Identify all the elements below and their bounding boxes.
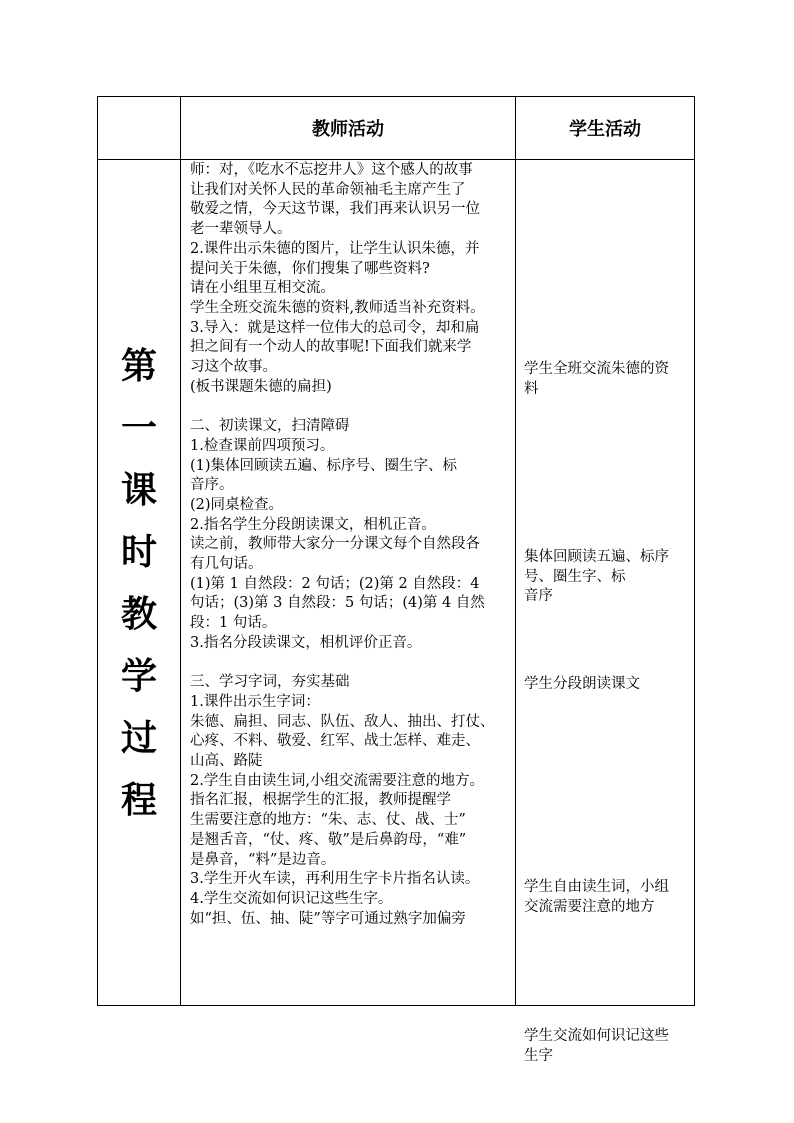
teacher-text-line: 读之前，教师带大家分一分课文每个自然段各 xyxy=(190,536,480,553)
teacher-text-line: 让我们对关怀人民的革命领袖毛主席产生了 xyxy=(190,181,466,198)
student-note-line: 学生全班交流朱德的资 xyxy=(524,361,669,377)
teacher-text-line: 心疼、不料、敬爱、红军、战士怎样、难走、 xyxy=(190,733,480,750)
student-note xyxy=(524,675,640,695)
corner-cell xyxy=(98,97,181,160)
teacher-text-line: 1.课件出示生字词： xyxy=(190,693,320,710)
teacher-text-line: 敬爱之情，今天这节课，我们再来认识另一位 xyxy=(190,201,480,218)
student-note xyxy=(524,360,669,399)
teacher-text-line: 老一辈领导人。 xyxy=(190,221,292,238)
side-label-char: 学 xyxy=(120,654,157,697)
student-note xyxy=(524,548,669,607)
teacher-text-line: 担之间有一个动人的故事呢!下面我们就来学 xyxy=(190,339,472,356)
teacher-text-line: 三、学习字词，夯实基础 xyxy=(190,674,350,691)
teacher-text-line: 山高、路陡 xyxy=(190,753,263,770)
teacher-text-line: 1.检查课前四项预习。 xyxy=(190,437,335,454)
side-label-char: 时 xyxy=(120,530,157,573)
teacher-text-line: 是翘舌音，“仗、疼、敬”是后鼻韵母，“难” xyxy=(190,831,467,848)
teacher-text-line: 2.学生自由读生词,小组交流需要注意的地方。 xyxy=(190,772,484,789)
teacher-text-line xyxy=(181,654,515,674)
side-label-char: 程 xyxy=(120,778,157,821)
side-label xyxy=(119,335,159,831)
teacher-activity-cell xyxy=(181,160,516,1006)
teacher-text-line: 段：1 句话。 xyxy=(190,615,277,632)
side-label-char: 教 xyxy=(120,592,157,635)
student-note-line: 学生自由读生词，小组 xyxy=(524,879,669,895)
header-row xyxy=(98,97,695,160)
teacher-text-line: 提问关于朱德，你们搜集了哪些资料? xyxy=(190,260,430,277)
teacher-text-line: 朱德、扁担、同志、队伍、敌人、抽出、打仗、 xyxy=(190,713,495,730)
student-note xyxy=(524,878,669,917)
teacher-text-line: 有几句话。 xyxy=(190,556,263,573)
side-label-char: 一 xyxy=(120,406,157,449)
teacher-text-line: 4.学生交流如何识记这些生字。 xyxy=(190,890,393,907)
teacher-text-line: 句话；(3)第 3 自然段：5 句话；(4)第 4 自然 xyxy=(190,595,485,612)
teacher-text-line: (1)第 1 自然段：2 句话；(2)第 2 自然段：4 xyxy=(190,575,480,592)
student-note-line: 料 xyxy=(524,380,539,397)
teacher-text-line: 指名汇报，根据学生的汇报，教师提醒学 xyxy=(190,792,451,809)
teacher-text-line: 是鼻音，“料”是边音。 xyxy=(190,851,336,868)
teacher-text-line: 习这个故事。 xyxy=(190,359,277,376)
teacher-text-line: 2.课件出示朱德的图片，让学生认识朱德，并 xyxy=(190,240,480,257)
teacher-text-line: (板书课题朱德的扁担) xyxy=(190,378,332,395)
body-row xyxy=(98,160,695,1006)
teacher-text-line: 2.指名学生分段朗读课文，相机正音。 xyxy=(190,516,436,533)
teacher-text-line: (1)集体回顾读五遍、标序号、圈生字、标 xyxy=(190,457,458,474)
side-label-char: 过 xyxy=(120,716,157,759)
teacher-text-line: 如“担、伍、抽、陡”等字可通过熟字加偏旁 xyxy=(190,910,466,927)
teacher-text-line: 师：对，《吃水不忘挖井人》这个感人的故事 xyxy=(190,162,473,178)
student-note-line: 音序 xyxy=(524,588,553,605)
teacher-text-line: 请在小组里互相交流。 xyxy=(190,280,335,297)
student-activity-cell xyxy=(516,160,695,1064)
teacher-text-line: 3.指名分段读课文，相机评价正音。 xyxy=(190,634,422,651)
student-note-line: 学生分段朗读课文 xyxy=(524,676,640,692)
student-note-line: 学生交流如何识记这些 xyxy=(524,1028,669,1044)
student-note-line: 交流需要注意的地方 xyxy=(524,898,655,915)
student-note xyxy=(524,1027,669,1066)
student-note-line: 生字 xyxy=(524,1047,553,1064)
side-label-cell xyxy=(98,160,181,1006)
teacher-text-line: (2)同桌检查。 xyxy=(190,496,284,513)
student-note-line: 号、圈生字、标 xyxy=(524,568,626,585)
side-label-char: 第 xyxy=(120,344,157,387)
side-label-char: 课 xyxy=(120,468,157,511)
teacher-text-line: 学生全班交流朱德的资料,教师适当补充资料。 xyxy=(190,299,485,316)
teacher-text-line: 二、初读课文，扫清障碍 xyxy=(190,418,350,435)
teacher-text-line xyxy=(181,397,515,417)
teacher-activity-text xyxy=(181,160,515,929)
teacher-text-line: 音序。 xyxy=(190,477,234,494)
teacher-activity-header: 教师活动 xyxy=(181,97,516,160)
student-activity-header: 学生活动 xyxy=(516,97,695,160)
teacher-text-line: 3.导入：就是这样一位伟大的总司令，却和扁 xyxy=(190,319,480,336)
teacher-text-line: 生需要注意的地方：“朱、志、仗、战、士” xyxy=(190,812,466,829)
teacher-text-line: 3.学生开火车读，再利用生字卡片指名认读。 xyxy=(190,871,480,888)
lesson-plan-table xyxy=(97,96,695,1064)
student-note-line: 集体回顾读五遍、标序 xyxy=(524,549,669,565)
